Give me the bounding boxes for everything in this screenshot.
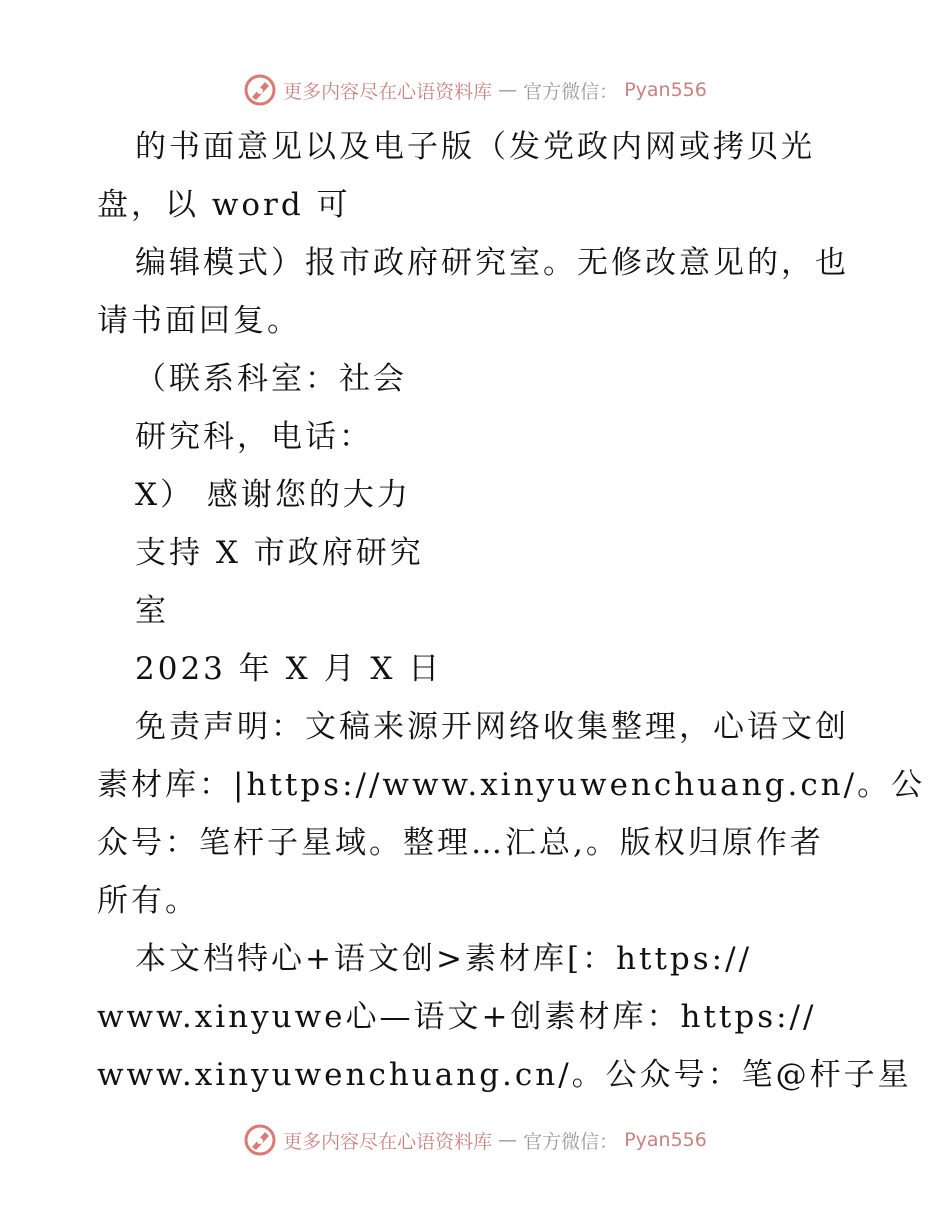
watermark-main-text: 更多内容尽在心语资料库 (283, 80, 493, 103)
watermark-separator: — (498, 1129, 518, 1151)
body-line: 免责声明：文稿来源开网络收集整理，心语文创 (135, 709, 849, 745)
document-body (0, 118, 950, 1104)
watermark-wechat-id: Pyan556 (624, 1129, 707, 1151)
watermark-label: 官方微信： (523, 1130, 619, 1153)
body-line: 研究科，电话： (135, 419, 373, 455)
body-line: 的书面意见以及电子版（发党政内网或拷贝光 (135, 129, 815, 165)
header-watermark (0, 70, 950, 110)
body-line: 编辑模式）报市政府研究室。无修改意见的，也 (135, 245, 849, 281)
body-line: 请书面回复。 (97, 303, 301, 339)
footer-watermark (0, 1120, 950, 1160)
body-line: 众号：笔杆子星域。整理…汇总,。版权归原作者 (97, 825, 824, 861)
body-line: www.xinyuwe心—语文+创素材库：https:// (97, 999, 817, 1035)
body-line: www.xinyuwenchuang.cn/。公众号：笔@杆子星 (97, 1057, 912, 1093)
body-line: （联系科室：社会 (135, 361, 407, 397)
body-line: 2023 年 X 月 X 日 (135, 651, 443, 687)
body-line: 室 (135, 593, 169, 629)
body-line: 盘，以 word 可 (97, 187, 351, 223)
body-line: 素材库：|https://www.xinyuwenchuang.cn/。公 (97, 767, 926, 803)
watermark-wechat-id: Pyan556 (624, 79, 707, 101)
body-line: 所有。 (97, 883, 199, 919)
body-line: X） 感谢您的大力 (135, 477, 411, 513)
body-line: 支持 X 市政府研究 (135, 535, 424, 571)
pen-logo-icon (243, 1123, 277, 1157)
watermark-separator: — (498, 79, 518, 101)
watermark-label: 官方微信： (523, 80, 619, 103)
watermark-main-text: 更多内容尽在心语资料库 (283, 1130, 493, 1153)
pen-logo-icon (243, 73, 277, 107)
body-line: 本文档特心+语文创>素材库[：https:// (135, 941, 753, 977)
